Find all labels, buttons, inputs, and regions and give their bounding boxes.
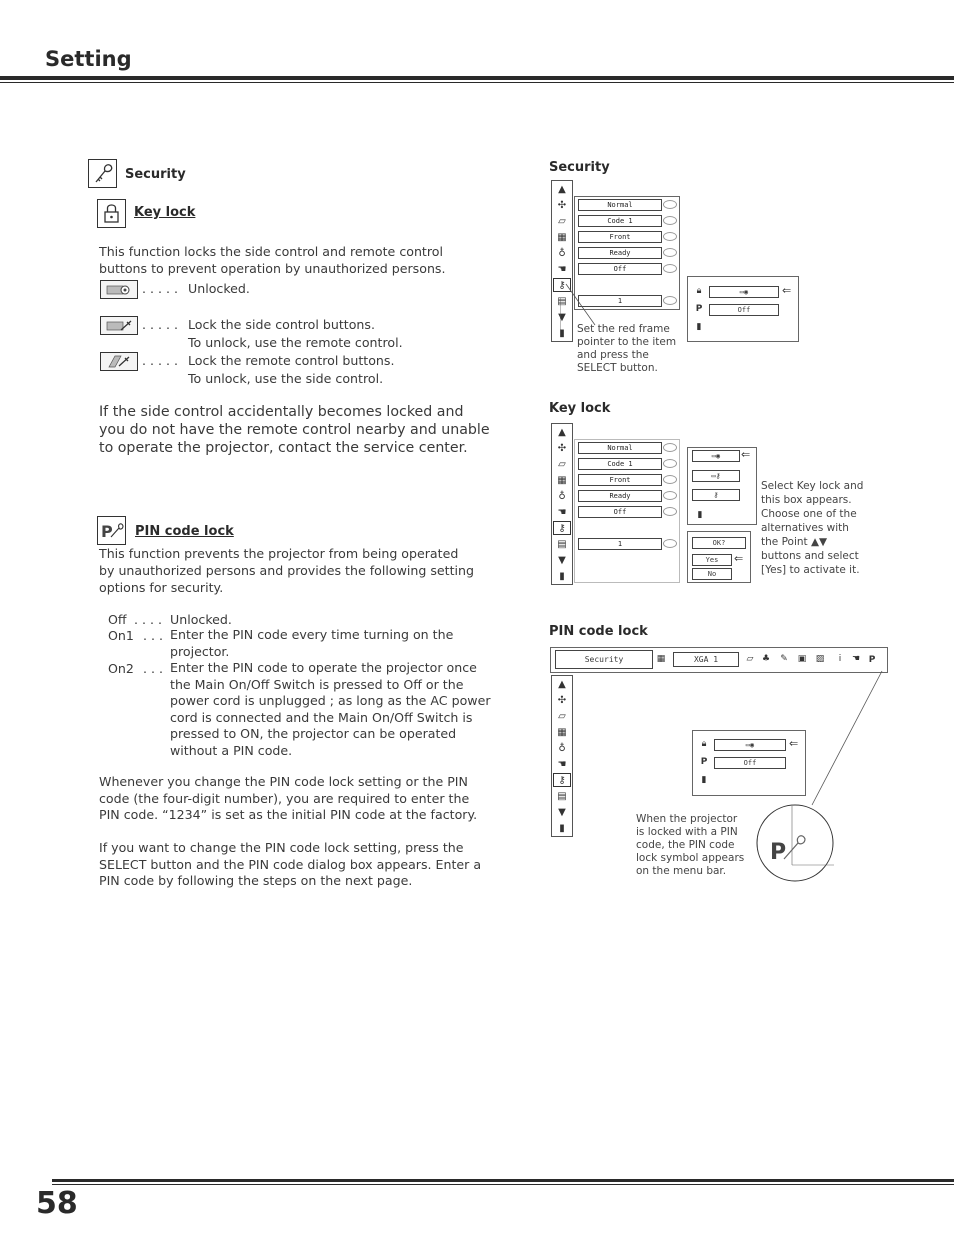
image-adjust-icon: ▱ (558, 458, 566, 470)
fig-keylock-caption: Select Key lock and this box appears. Choose one of the alternatives with the Point ▲▼ buttons and select [Yes] to activate it. (761, 480, 864, 576)
pin-para-2: If you want to change the PIN code lock setting, press the SELECT button and the PIN code dialog box appears. Enter a PIN code by following the steps on the next page. (99, 840, 482, 888)
pin-option-off-text: Unlocked. (170, 612, 232, 627)
menu-icon-bar (551, 423, 573, 585)
menu-bar-label: Security (555, 650, 653, 669)
side-lock-option-icon[interactable]: ▭⚷ (692, 470, 740, 482)
key-lock-heading: Key lock (134, 205, 196, 220)
padlock-icon: 🔒︎ (701, 739, 707, 749)
eye-icon (663, 539, 677, 548)
pin-option-on2-text: Enter the PIN code to operate the projector once the Main On/Off Switch is pressed to Off or the power cord is unplugged ; as long as the AC power cord is connected and the Main On/Off Switch is pressed to ON, the projector can be operated without a PIN code. (170, 660, 491, 758)
eye-icon (663, 443, 677, 452)
exit-icon: ▮ (701, 775, 707, 785)
left-arrow-icon: ⇐ (789, 737, 799, 750)
footer-rule-thin (52, 1184, 954, 1185)
eye-icon (663, 200, 677, 209)
setting-icon: ▤ (557, 790, 567, 802)
svg-text:P: P (770, 840, 787, 865)
hand-icon: ☚ (851, 654, 861, 664)
image-adjust-icon: ▱ (558, 215, 566, 227)
option-dots: . . . . (134, 612, 163, 627)
fan-icon: ✣ (557, 442, 567, 454)
setting-icon: ▤ (557, 538, 567, 550)
input-icon: ▦ (656, 654, 666, 664)
down-arrow-icon: ▼ (558, 806, 566, 818)
hand-icon: ☚ (557, 263, 567, 275)
up-arrow-icon: ▲ (558, 426, 566, 438)
field-ready: Ready (578, 247, 662, 259)
remote-lock-option-icon[interactable]: ⚷ (692, 489, 740, 501)
key-lock-intro: This function locks the side control and remote control buttons to prevent operation by unauthorized persons. (99, 244, 446, 276)
pc-icon: ▱ (746, 654, 754, 664)
security-key-icon: ⚷ (552, 520, 572, 536)
option-remote-lock-note: To unlock, use the side control. (188, 371, 384, 386)
confirm-prompt: OK? (692, 537, 746, 549)
hand-icon: ☚ (557, 758, 567, 770)
field-code: Code 1 (578, 215, 662, 227)
up-arrow-icon: ▲ (558, 678, 566, 690)
pin-lock-icon: P (700, 757, 708, 767)
screen-icon: ▦ (557, 231, 567, 243)
setting-icon: ▨ (815, 654, 825, 664)
field-normal: Normal (578, 199, 662, 211)
option-unlocked-text: Unlocked. (188, 281, 250, 296)
field-ready: Ready (578, 490, 662, 502)
keylock-state-icon: ▭◉ (714, 739, 786, 751)
field-off: Off (578, 263, 662, 275)
image-adjust-icon: ▱ (558, 710, 566, 722)
pin-lock-icon (97, 516, 126, 545)
exit-icon: ▮ (559, 570, 565, 582)
pin-off-field: Off (709, 304, 779, 316)
left-arrow-icon: ⇐ (782, 284, 792, 297)
eye-icon (663, 459, 677, 468)
fan-icon: ✣ (557, 694, 567, 706)
screen-icon: ▦ (557, 474, 567, 486)
field-normal: Normal (578, 442, 662, 454)
info-icon: i (838, 654, 842, 664)
eye-icon (663, 264, 677, 273)
menu-icon-bar (551, 675, 573, 837)
side-lock-icon (100, 316, 138, 335)
pin-code-heading: PIN code lock (135, 524, 234, 539)
pin-lock-icon: P (868, 655, 876, 665)
option-dots: . . . . . (142, 317, 179, 332)
unlocked-option-icon[interactable]: ▭◉ (692, 450, 740, 462)
eye-icon (663, 475, 677, 484)
confirm-no-button[interactable]: No (692, 568, 732, 580)
down-arrow-icon: ▼ (558, 554, 566, 566)
lamp-icon: ♁ (558, 490, 566, 502)
page-title: Setting (45, 47, 132, 71)
image-adjust-icon: ✎ (780, 654, 788, 664)
eye-icon (663, 507, 677, 516)
padlock-icon (97, 199, 126, 228)
security-heading: Security (125, 167, 186, 182)
eye-icon (663, 216, 677, 225)
field-front: Front (578, 474, 662, 486)
field-off: Off (578, 506, 662, 518)
pin-option-on2-key: On2 (108, 661, 134, 676)
exit-icon: ▮ (697, 510, 703, 520)
keylock-state-icon: ▭◉ (709, 286, 779, 298)
setting-icon: ▤ (557, 295, 567, 307)
eye-icon (663, 248, 677, 257)
fig-keylock-heading: Key lock (549, 401, 611, 416)
exit-icon: ▮ (696, 322, 702, 332)
field-front: Front (578, 231, 662, 243)
field-code: Code 1 (578, 458, 662, 470)
pin-lock-icon: P (695, 304, 703, 314)
pin-option-on1-key: On1 (108, 628, 134, 643)
left-arrow-icon: ⇐ (734, 552, 744, 565)
svg-text:P: P (101, 522, 113, 541)
screen-icon: ▦ (557, 726, 567, 738)
pin-off-field: Off (714, 757, 786, 769)
field-one: 1 (578, 295, 662, 307)
up-arrow-icon: ▲ (558, 183, 566, 195)
option-dots: . . . (143, 661, 164, 676)
page-number: 58 (36, 1186, 78, 1221)
confirm-yes-button[interactable]: Yes (692, 554, 732, 566)
fig-security-heading: Security (549, 160, 610, 175)
fig-pin-caption: When the projector is locked with a PIN code, the PIN code lock symbol appears on the menu bar. (636, 813, 745, 877)
exit-icon: ▮ (559, 822, 565, 834)
lamp-icon: ♁ (558, 742, 566, 754)
menu-bar-input: XGA 1 (673, 652, 739, 667)
option-dots: . . . . . (142, 353, 179, 368)
option-side-lock-note: To unlock, use the remote control. (188, 335, 403, 350)
lamp-icon: ♁ (558, 247, 566, 259)
header-rule-thin (0, 82, 954, 83)
option-remote-lock-text: Lock the remote control buttons. (188, 353, 395, 368)
option-side-lock-text: Lock the side control buttons. (188, 317, 375, 332)
fig-pin-heading: PIN code lock (549, 624, 648, 639)
header-rule (0, 76, 954, 80)
key-lock-warning: If the side control accidentally becomes locked and you do not have the remote control nearby and unable to operate the projector, contact the service center. (99, 404, 490, 456)
option-dots: . . . . . (142, 281, 179, 296)
pin-option-on1-text: Enter the PIN code every time turning on the projector. (170, 627, 454, 659)
eye-icon (663, 491, 677, 500)
eye-icon (663, 296, 677, 305)
pin-para-1: Whenever you change the PIN code lock setting or the PIN code (the four-digit number), you are required to enter the PIN code. “1234” is set as the initial PIN code at the factory. (99, 774, 478, 822)
left-arrow-icon: ⇐ (741, 448, 751, 461)
hand-icon: ☚ (557, 506, 567, 518)
security-key-icon: ⚷ (552, 772, 572, 788)
security-key-icon: ⚷ (552, 277, 572, 293)
field-one: 1 (578, 538, 662, 550)
unlocked-icon (100, 280, 138, 299)
color-icon: ♣ (761, 654, 771, 664)
security-key-icon (88, 159, 117, 188)
pin-option-off-key: Off (108, 612, 127, 627)
fig-security-caption: Set the red frame pointer to the item and press the SELECT button. (577, 323, 677, 374)
exit-icon: ▮ (559, 327, 565, 339)
callout-line (750, 665, 890, 885)
screen-icon: ▣ (797, 654, 807, 664)
eye-icon (663, 232, 677, 241)
down-arrow-icon: ▼ (558, 311, 566, 323)
option-dots: . . . (143, 628, 164, 643)
footer-rule (52, 1179, 954, 1182)
remote-lock-icon (100, 352, 138, 371)
fan-icon: ✣ (557, 199, 567, 211)
pin-intro: This function prevents the projector from being operated by unauthorized persons and provides the following setting options for security. (99, 546, 475, 595)
padlock-icon: 🔒︎ (696, 286, 702, 296)
